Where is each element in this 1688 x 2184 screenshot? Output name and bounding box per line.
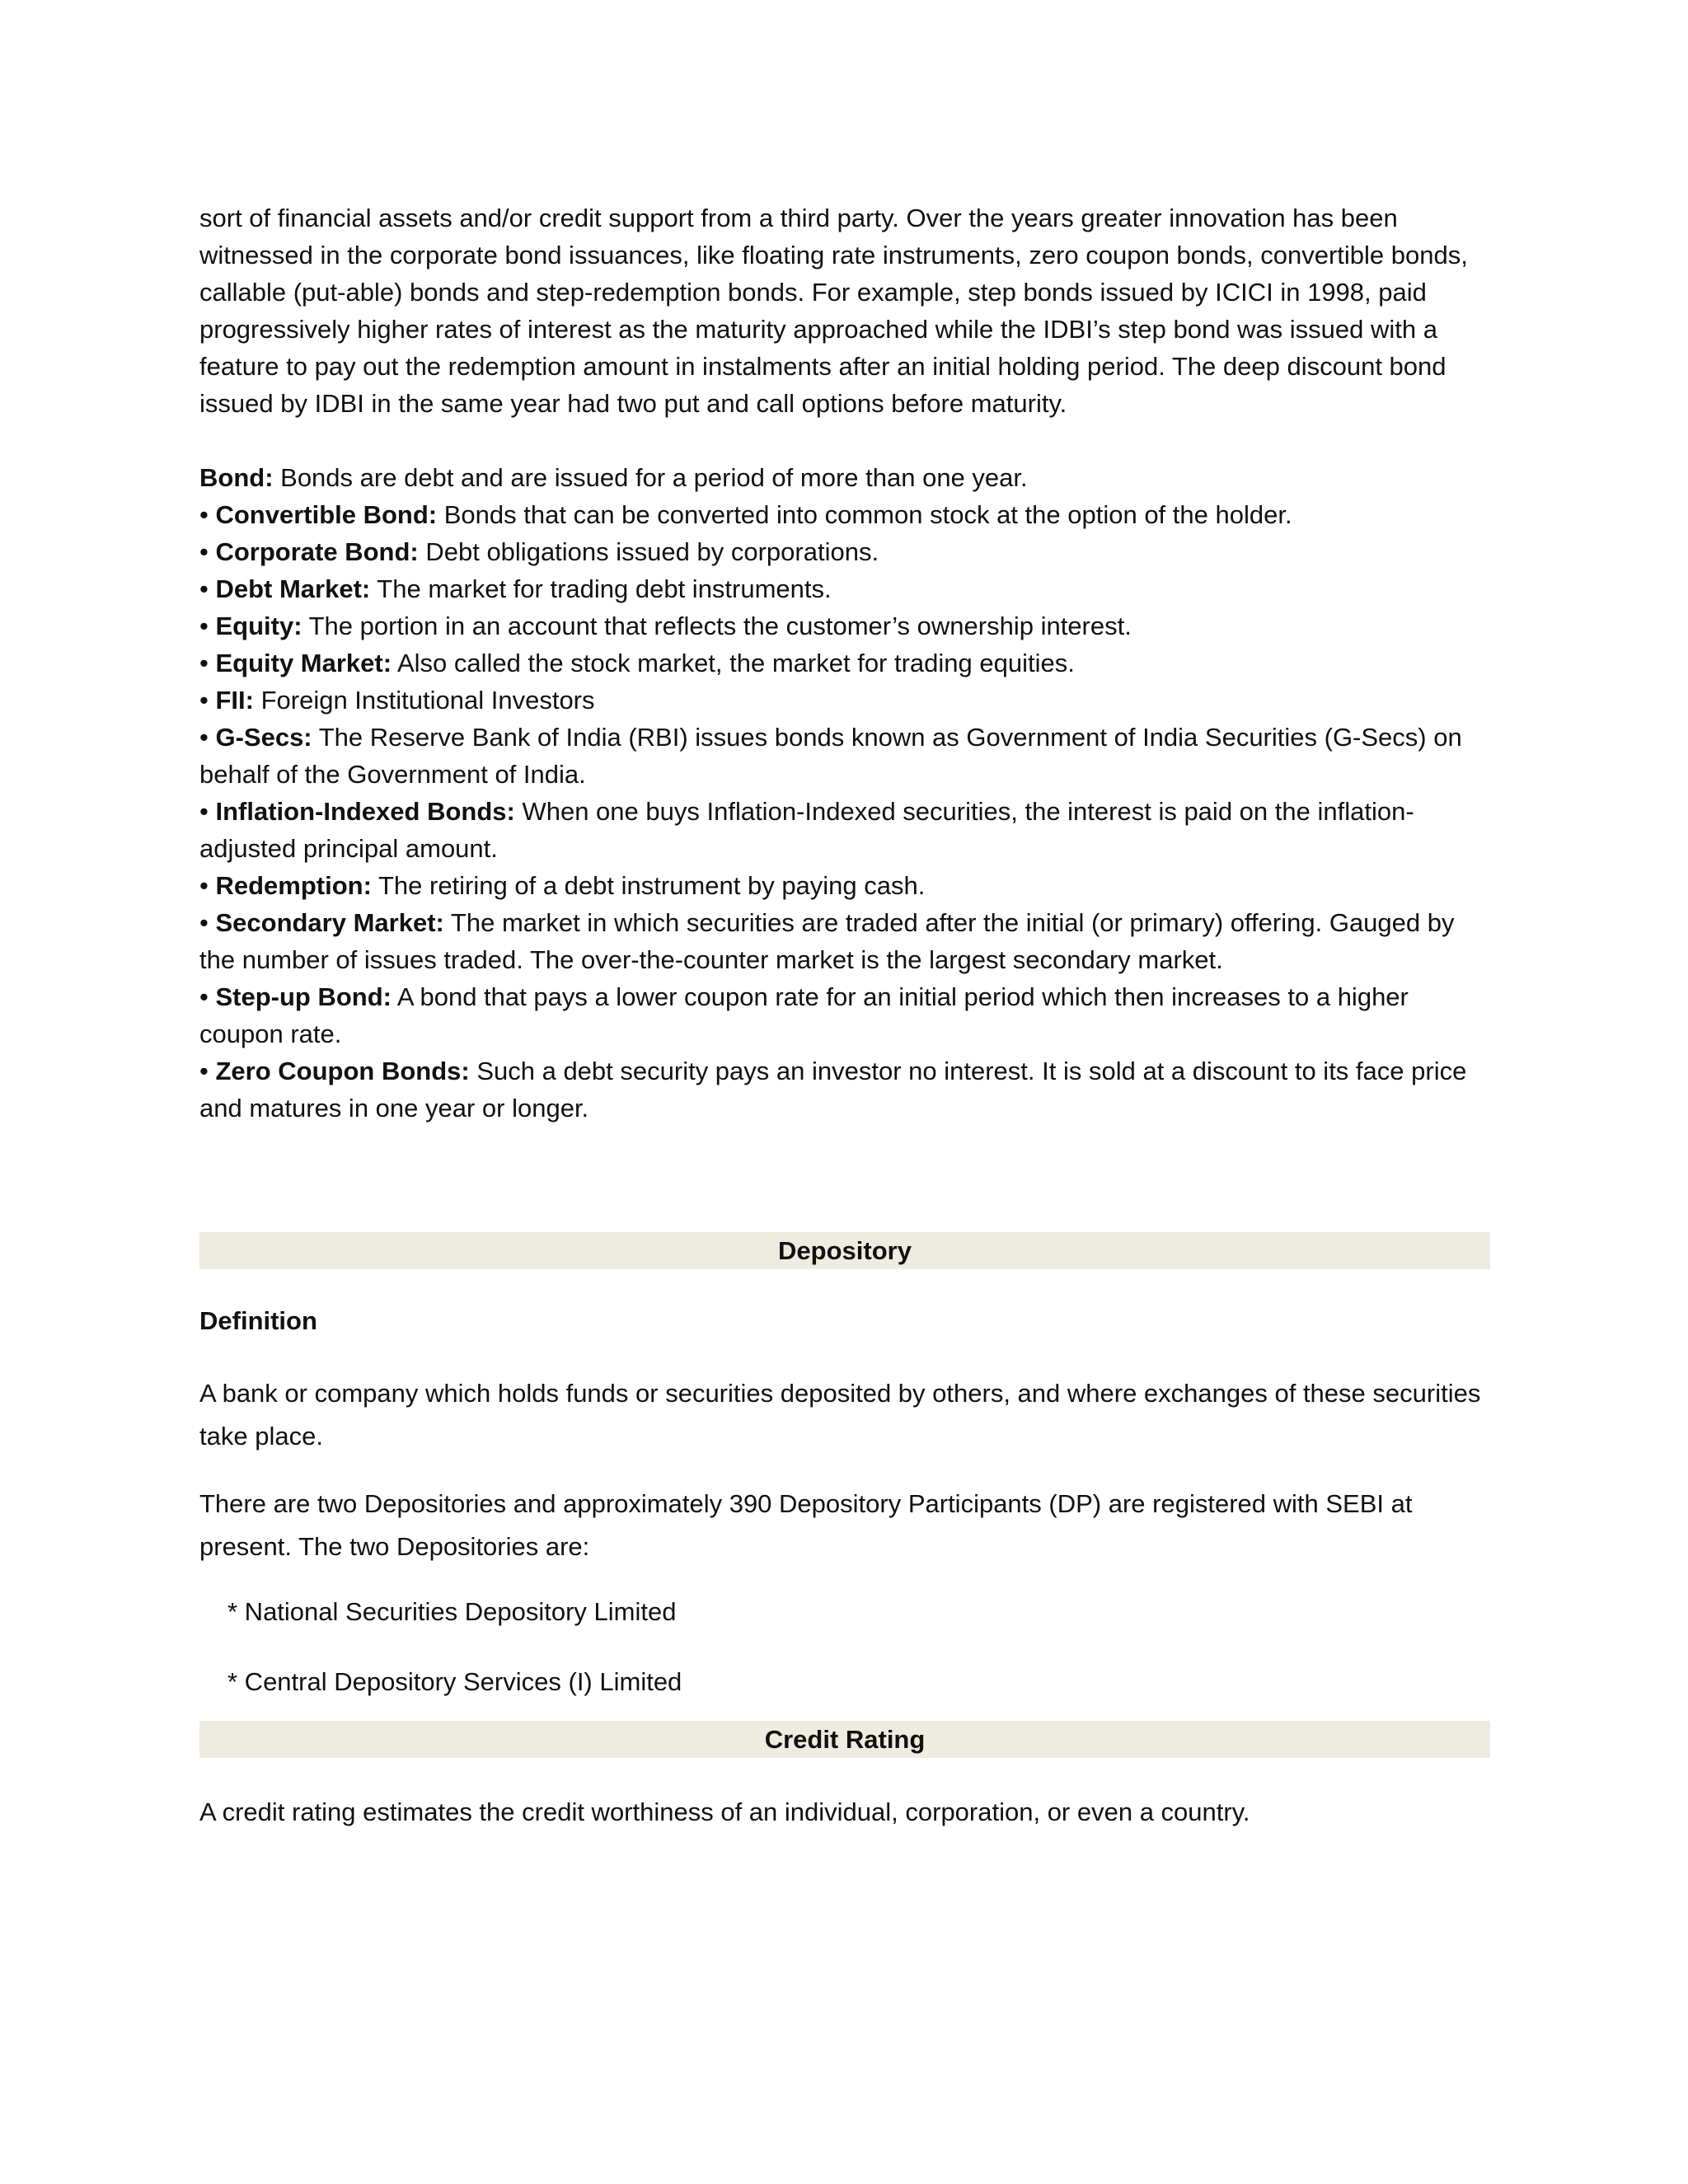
glossary-term: Step-up Bond:	[215, 982, 392, 1011]
depository-list-item: * National Securities Depository Limited	[227, 1597, 677, 1626]
depository-definition: A bank or company which holds funds or securities deposited by others, and where exchanges of these securities take place.	[199, 1379, 1481, 1451]
glossary-item: • Step-up Bond: A bond that pays a lower coupon rate for an initial period which then increases to a higher coupon rate.	[199, 982, 1409, 1048]
glossary-term: Bond:	[199, 463, 274, 492]
glossary-item: • Inflation-Indexed Bonds: When one buys Inflation-Indexed securities, the interest is paid on the inflation-adjusted principal amount.	[199, 797, 1414, 863]
bond-glossary	[199, 459, 1489, 1127]
glossary-item: • G-Secs: The Reserve Bank of India (RBI) issues bonds known as Government of India Securities (G-Secs) on behalf of the Government of India.	[199, 723, 1462, 789]
glossary-definition: The Reserve Bank of India (RBI) issues bonds known as Government of India Securities (G-Secs) on behalf of the Government of India.	[199, 723, 1462, 789]
glossary-item: • Equity: The portion in an account that reflects the customer’s ownership interest.	[199, 612, 1132, 640]
glossary-term: Equity Market:	[215, 649, 392, 677]
depository-list-item: * Central Depository Services (I) Limited	[227, 1667, 682, 1696]
page-content	[199, 199, 1489, 1834]
glossary-term: Equity:	[215, 612, 302, 640]
glossary-item: • Redemption: The retiring of a debt instrument by paying cash.	[199, 871, 926, 900]
glossary-item: • Corporate Bond: Debt obligations issued by corporations.	[199, 537, 879, 566]
glossary-term: Secondary Market:	[215, 908, 444, 937]
glossary-definition: The market in which securities are traded after the initial (or primary) offering. Gauged by the number of issues traded. The over-the-counter market is the largest secondary market.	[199, 908, 1455, 974]
glossary-term: Zero Coupon Bonds:	[215, 1057, 470, 1085]
glossary-definition: When one buys Inflation-Indexed securities, the interest is paid on the inflation-adjusted principal amount.	[199, 797, 1414, 863]
glossary-item: • FII: Foreign Institutional Investors	[199, 686, 595, 715]
definition-heading: Definition	[199, 1306, 317, 1335]
section-heading-depository: Depository	[199, 1232, 1490, 1269]
glossary-item: • Equity Market: Also called the stock market, the market for trading equities.	[199, 649, 1075, 677]
glossary-definition: The market for trading debt instruments.	[370, 574, 832, 603]
glossary-item: • Debt Market: The market for trading debt instruments.	[199, 574, 832, 603]
glossary-term: Inflation-Indexed Bonds:	[215, 797, 515, 826]
glossary-bond-line	[199, 459, 1489, 496]
glossary-term: FII:	[215, 686, 254, 715]
glossary-term: Convertible Bond:	[215, 500, 438, 529]
glossary-definition: Debt obligations issued by corporations.	[418, 537, 879, 566]
glossary-definition: Bonds are debt and are issued for a period of more than one year.	[273, 463, 1028, 492]
section-heading-credit-rating: Credit Rating	[199, 1721, 1490, 1758]
glossary-definition: Foreign Institutional Investors	[253, 686, 595, 715]
glossary-definition: Also called the stock market, the market for trading equities.	[392, 649, 1075, 677]
glossary-item: • Zero Coupon Bonds: Such a debt security pays an investor no interest. It is sold at a discount to its face price and matures in one year or longer.	[199, 1057, 1467, 1122]
glossary-term: G-Secs:	[215, 723, 312, 752]
glossary-term: Corporate Bond:	[215, 537, 419, 566]
glossary-definition: A bond that pays a lower coupon rate for an initial period which then increases to a higher coupon rate.	[199, 982, 1409, 1048]
glossary-definition: Such a debt security pays an investor no interest. It is sold at a discount to its face price and matures in one year or longer.	[199, 1057, 1467, 1122]
depository-paragraph: There are two Depositories and approximately 390 Depository Participants (DP) are registered with SEBI at present. The two Depositories are:	[199, 1489, 1413, 1561]
glossary-item: • Secondary Market: The market in which securities are traded after the initial (or primary) offering. Gauged by the number of issues traded. The over-the-counter market is the largest secondary market.	[199, 908, 1455, 974]
glossary-definition: The retiring of a debt instrument by paying cash.	[371, 871, 926, 900]
glossary-definition: Bonds that can be converted into common stock at the option of the holder.	[437, 500, 1292, 529]
glossary-term: Redemption:	[215, 871, 372, 900]
glossary-term: Debt Market:	[215, 574, 371, 603]
glossary-definition: The portion in an account that reflects the customer’s ownership interest.	[302, 612, 1132, 640]
glossary-item: • Convertible Bond: Bonds that can be converted into common stock at the option of the holder.	[199, 500, 1292, 529]
credit-rating-text: A credit rating estimates the credit worthiness of an individual, corporation, or even a country.	[199, 1797, 1250, 1826]
intro-paragraph: sort of financial assets and/or credit support from a third party. Over the years greater innovation has been witnessed in the corporate bond issuances, like floating rate instruments, zero coupon bonds, convertible bonds, callable (put-able) bonds and step-redemption bonds. For example, step bonds issued by ICICI in 1998, paid progressively higher rates of interest as the maturity approached while the IDBI’s step bond was issued with a feature to pay out the redemption amount in instalments after an initial holding period. The deep discount bond issued by IDBI in the same year had two put and call options before maturity.	[199, 204, 1468, 418]
